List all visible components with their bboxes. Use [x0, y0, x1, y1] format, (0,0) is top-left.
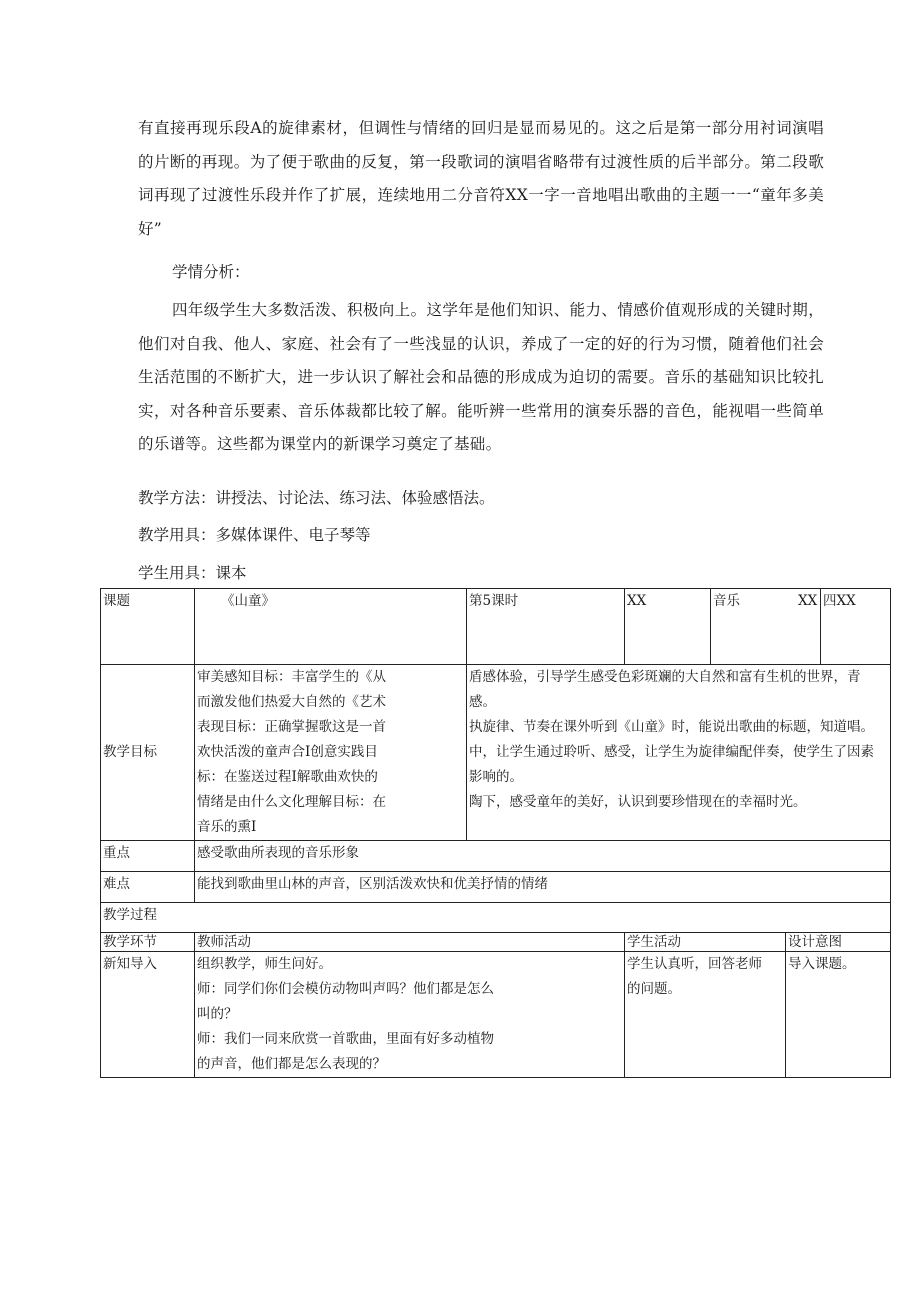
student-analysis-paragraph: 四年级学生大多数活泼、积极向上。这学年是他们知识、能力、情感价值观形成的关键时期，他们对自我、他人、家庭、社会有了一些浅显的认识，养成了一定的好的行为习惯，随着他们社会生活范围的不断扩大，进一步认识了解社会和品德的形成成为迫切的需要。音乐的基础知识比较扎实，对各种音乐要素、音乐体裁都比较了解。能听辨一些常用的演奏乐器的音色，能视唱一些简单的乐谱等。这些都为课堂内的新课学习奠定了基础。 [138, 301, 824, 454]
student-tools: 学生用具：课本 [138, 564, 247, 582]
cell-grade: 四XX [821, 589, 891, 665]
cell-intro-stage: 新知导入 [101, 952, 195, 1078]
table-row-intro [101, 952, 891, 1078]
header-stage: 教学环节 [101, 933, 195, 952]
table-row-headers [101, 933, 891, 952]
section-heading: 学情分析： [172, 263, 250, 281]
subject-label: 音乐 [713, 593, 740, 609]
subject-xx: XX [798, 593, 818, 609]
cell-label-title: 课题 [101, 589, 195, 665]
cell-goals-left: 审美感知目标：丰富学生的《从 而激发他们热爱大自然的《艺术 表现目标：正确掌握歌这是一首 欢快活泼的童声合Ⅰ创意实践目 标：在鉴送过程Ⅰ解歌曲欢快的 情绪是由什么文化理解目标：在 音乐的熏Ⅰ [195, 665, 467, 841]
header-teacher: 教师活动 [195, 933, 625, 952]
cell-goals-right: 盾感体验，引导学生感受色彩斑斓的大自然和富有生机的世界，青 感。 执旋律、节奏在课外听到《山童》时，能说出歌曲的标题，知道唱。 中，让学生通过聆听、感受，让学生为旋律编配伴奏，使学生了因素 影响的。 陶下，感受童年的美好，认识到要珍惜现在的幸福时光。 [467, 665, 891, 841]
lesson-plan-table [100, 588, 891, 1078]
cell-label-goals: 教学目标 [101, 665, 195, 841]
cell-period: 第5课时 [467, 589, 625, 665]
table-row-process [101, 903, 891, 933]
cell-intro-teacher: 组织教学，师生问好。 师：同学们你们会模仿动物叫声吗？他们都是怎么 叫的？ 师：我们一同来欣赏一首歌曲，里面有好多动植物 的声音，他们都是怎么表现的？ [195, 952, 625, 1078]
table-row-focus [101, 841, 891, 872]
cell-intro-design: 导入课题。 [786, 952, 891, 1078]
cell-difficulty-text: 能找到歌曲里山林的声音，区别活泼欢快和优美抒情的情绪 [195, 872, 891, 903]
cell-label-focus: 重点 [101, 841, 195, 872]
cell-intro-student: 学生认真听，回答老师 的问题。 [625, 952, 786, 1078]
header-student: 学生活动 [625, 933, 786, 952]
table-row-difficulty [101, 872, 891, 903]
analysis-paragraph-continued: 有直接再现乐段A的旋律素材，但调性与情绪的回归是显而易见的。这之后是第一部分用衬词演唱的片断的再现。为了便于歌曲的反复，第一段歌词的演唱省略带有过渡性质的后半部分。第二段歌词再现了过渡性乐段并作了扩展，连续地用二分音符XX一字一音地唱出歌曲的主题一一“童年多美好” [138, 119, 824, 238]
teaching-method: 教学方法：讲授法、讨论法、练习法、体验感悟法。 [138, 489, 495, 507]
table-row-goals [101, 665, 891, 841]
cell-xx-1: XX [625, 589, 711, 665]
cell-song-title: 《山童》 [195, 589, 467, 665]
teaching-tools: 教学用具：多媒体课件、电子琴等 [138, 526, 371, 544]
cell-subject [711, 589, 821, 665]
cell-focus-text: 感受歌曲所表现的音乐形象 [195, 841, 891, 872]
table-row-title [101, 589, 891, 665]
header-design: 设计意图 [786, 933, 891, 952]
cell-label-difficulty: 难点 [101, 872, 195, 903]
cell-process-label: 教学过程 [101, 903, 891, 933]
